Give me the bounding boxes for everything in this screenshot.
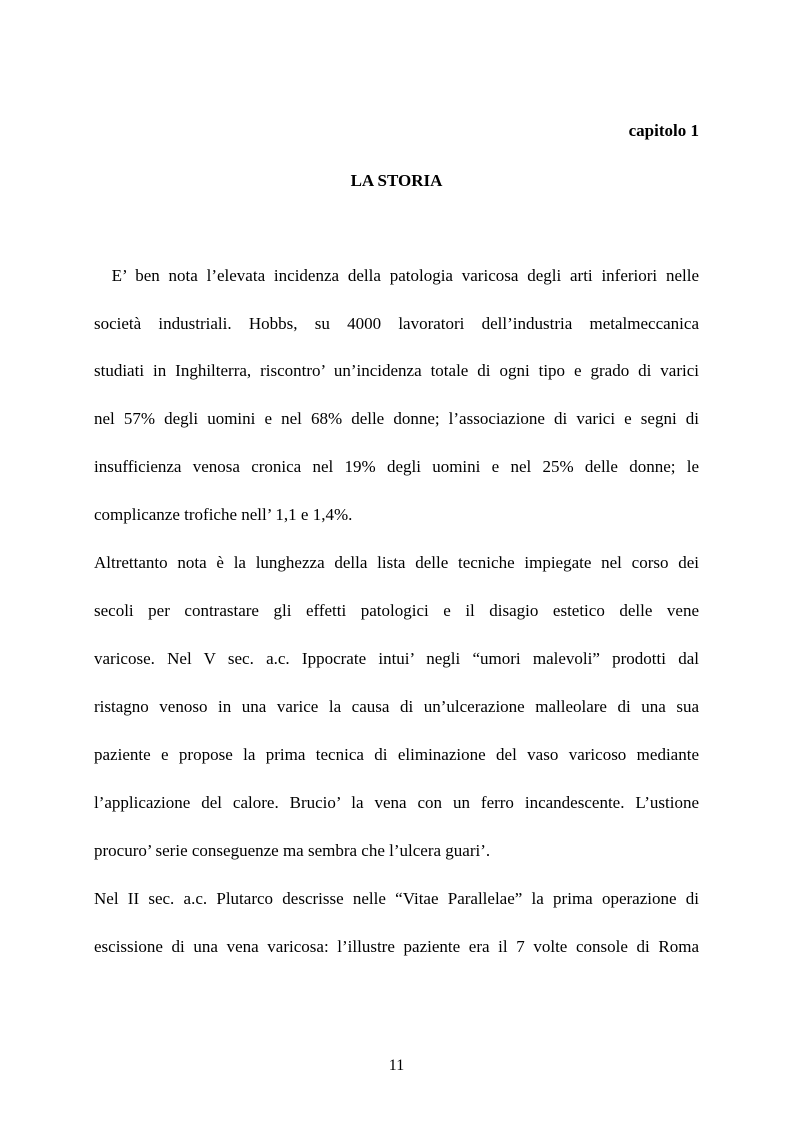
body-line-11: paziente e propose la prima tecnica di eliminazione del vaso varicoso mediante [94,745,699,764]
body-line-4: nel 57% degli uomini e nel 68% delle donne; l’associazione di varici e segni di [94,409,699,428]
body-line-2: società industriali. Hobbs, su 4000 lavoratori dell’industria metalmeccanica [94,314,699,333]
body-line-3: studiati in Inghilterra, riscontro’ un’incidenza totale di ogni tipo e grado di varici [94,361,699,380]
body-line-6: complicanze trofiche nell’ 1,1 e 1,4%. [94,505,353,524]
body-line-10: ristagno venoso in una varice la causa di un’ulcerazione malleolare di una sua [94,697,699,716]
body-line-8: secoli per contrastare gli effetti patologici e il disagio estetico delle vene [94,601,699,620]
body-line-13: procuro’ serie conseguenze ma sembra che l’ulcera guari’. [94,841,491,860]
body-line-12: l’applicazione del calore. Brucio’ la vena con un ferro incandescente. L’ustione [94,793,699,812]
body-line-9: varicose. Nel V sec. a.c. Ippocrate intui’ negli “umori malevoli” prodotti dal [94,649,699,668]
chapter-title: LA STORIA [350,171,443,190]
chapter-label: capitolo 1 [628,121,699,140]
page-number: 11 [388,1057,405,1074]
body-line-7: Altrettanto nota è la lunghezza della lista delle tecniche impiegate nel corso dei [94,553,699,572]
body-line-15: escissione di una vena varicosa: l’illustre paziente era il 7 volte console di Roma [94,937,699,956]
body-line-5: insufficienza venosa cronica nel 19% degli uomini e nel 25% delle donne; le [94,457,699,476]
body-line-14: Nel II sec. a.c. Plutarco descrisse nelle “Vitae Parallelae” la prima operazione di [94,889,699,908]
body-line-1: E’ ben nota l’elevata incidenza della patologia varicosa degli arti inferiori nelle [94,266,699,285]
